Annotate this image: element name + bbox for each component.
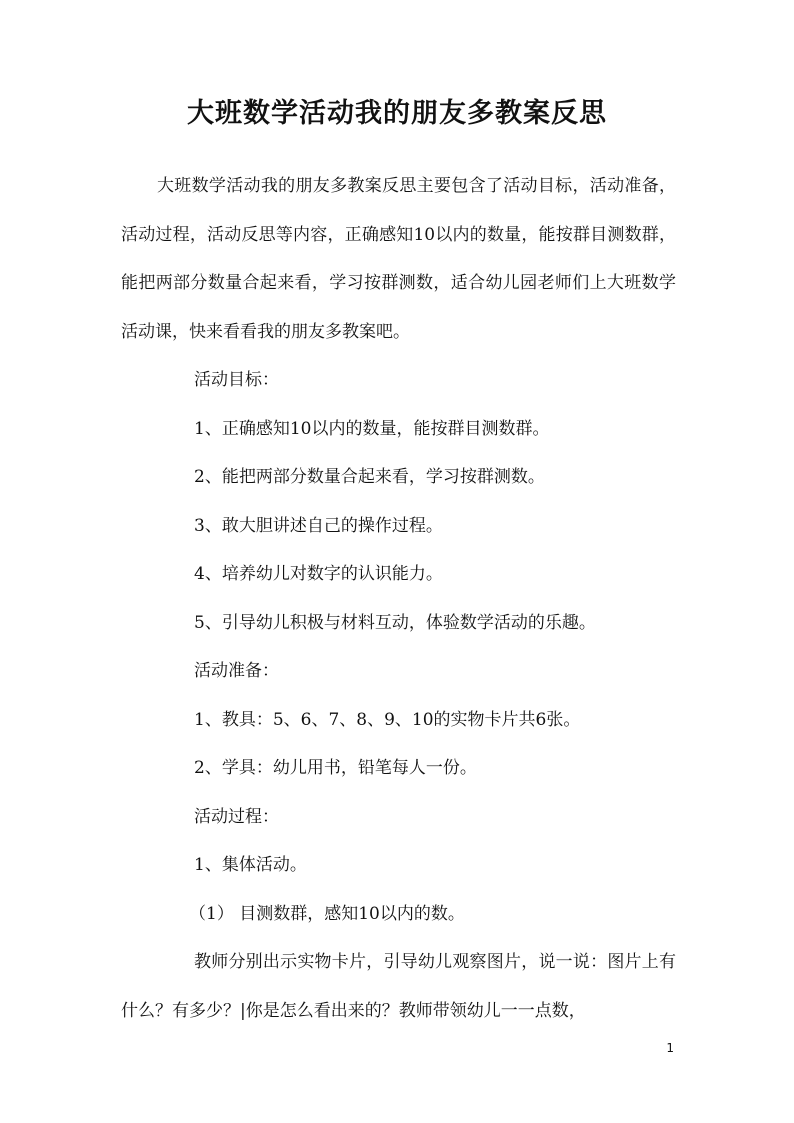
document-title: 大班数学活动我的朋友多教案反思 — [187, 98, 607, 129]
goal-item-4: 4、培养幼儿对数字的认识能力。 — [194, 564, 443, 584]
process-subitem-1: （1） 目测数群，感知10以内的数。 — [189, 903, 465, 924]
page-number: 1 — [666, 1041, 674, 1055]
section-heading-preparation: 活动准备： — [194, 661, 279, 681]
process-item-1: 1、集体活动。 — [194, 855, 307, 875]
section-heading-process: 活动过程： — [194, 806, 279, 827]
content-lines — [121, 356, 676, 938]
preparation-item-1: 1、教具：5、6、7、8、9、10的实物卡片共6张。 — [194, 709, 581, 730]
section-heading-goals: 活动目标： — [194, 370, 279, 390]
goal-item-1: 1、正确感知10以内的数量，能按群目测数群。 — [194, 418, 550, 439]
preparation-item-2: 2、学具：幼儿用书，铅笔每人一份。 — [194, 758, 477, 778]
closing-paragraph: 教师分别出示实物卡片，引导幼儿观察图片，说一说：图片上有什么？有多少？|你是怎么看出来的？教师带领幼儿一一点数， — [121, 952, 676, 1021]
intro-paragraph: 大班数学活动我的朋友多教案反思主要包含了活动目标，活动准备，活动过程，活动反思等内容，正确感知10以内的数量，能按群目测数群，能把两部分数量合起来看，学习按群测数，适合幼儿园老师们上大班数学活动课，快来看看我的朋友多教案吧。 — [121, 176, 676, 342]
goal-item-5: 5、引导幼儿积极与材料互动，体验数学活动的乐趣。 — [194, 612, 596, 633]
goal-item-3: 3、敢大胆讲述自己的操作过程。 — [194, 515, 443, 536]
goal-item-2: 2、能把两部分数量合起来看，学习按群测数。 — [194, 467, 545, 487]
